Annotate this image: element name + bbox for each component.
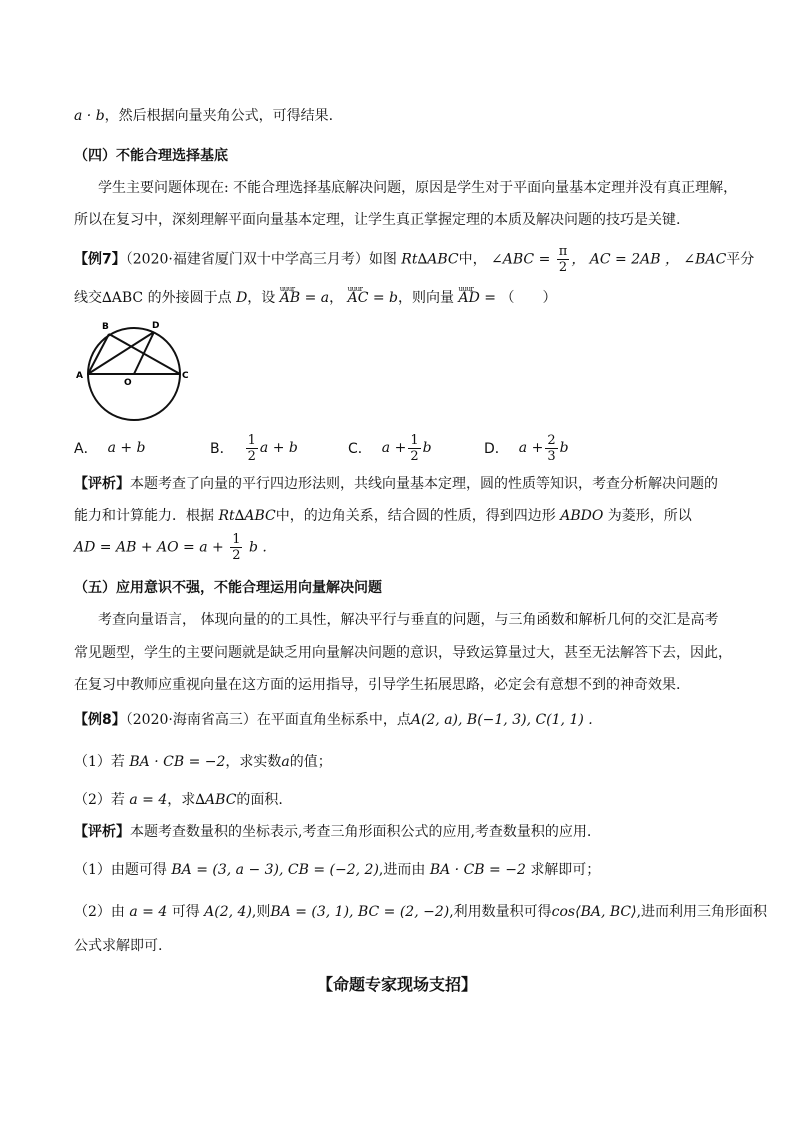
q2-post: ，求 [167,792,196,808]
label-a: A [76,371,83,381]
q2-math: a = 4 [129,792,168,808]
choice-d[interactable] [484,428,569,468]
analysis8-p2 [74,902,768,922]
frac-den: 2 [410,448,419,464]
frac-num: 2 [547,432,556,448]
p1-mid: ,进而由 [378,862,426,878]
analysis7-post: 中，的边角关系，结合圆的性质，得到四边形 [275,508,556,524]
p2-point: A(2, 4) [204,904,252,920]
example8-points: A(2, a), B(−1, 3), C(1, 1) . [410,712,593,728]
label-o: O [124,378,132,388]
example7-line2-text: 线交∆ABC 的外接圆于点 [74,290,232,306]
analysis8-tag: 【评析】 [74,824,130,840]
para4-line1: 学生主要问题体现在: 不能合理选择基底解决问题，原因是学生对于平面向量基本定理并没有真正理解， [98,180,738,196]
p2-cos: cos⟨BA, BC⟩ [551,904,637,920]
analysis7-text1: 本题考查了向量的平行四边形法则，共线向量基本定理，圆的性质等知识，考查分析解决问题的 [130,476,718,492]
eq-a: = a [304,290,330,306]
p1-math2: BA · CB = −2 [429,862,526,878]
frac-num: 1 [410,432,419,448]
dot-product-expr: a · b [74,108,105,124]
analysis7-end: 为菱形，所以 [607,508,692,524]
example7-set: ，设 [247,290,276,306]
example7-line1 [74,244,755,275]
choice-d-frac [545,433,557,464]
example7-line2: 线交∆ABC 的外接圆于点 D，设 uuur AB = a， uuur AC = b，则向量 uuur AD = （ ） [74,288,724,308]
choice-b[interactable] [210,428,298,468]
analysis7-quad: ABDO [560,508,604,524]
label-c: C [182,371,189,381]
p2-vectors: BA = (3, 1), BC = (2, −2) [270,904,450,920]
analysis7-line2 [74,506,724,526]
analysis7-vector-end: b . [248,539,267,556]
analysis8-line1 [74,822,724,842]
choice-c-post: b [422,440,432,456]
continuation-line [74,106,724,126]
choice-c-frac [408,433,420,464]
example8-q1 [74,752,724,772]
eq-b: = b [372,290,399,306]
choice-a[interactable] [74,428,146,468]
q1-end: 的值； [289,754,332,770]
choice-b-label: B． [210,441,234,457]
q2-tri: ∆ABC [195,792,237,808]
choice-a-label: A． [74,441,98,457]
condition-text: ， AC = 2AB ， ∠BAC [571,251,727,268]
analysis7-vector-eq: AD = AB + AO = a + [74,539,229,556]
choice-d-label: D． [484,441,509,457]
continuation-text: ，然后根据向量夹角公式，可得结果. [104,108,334,124]
point-d: D [236,290,248,306]
frac-den: 3 [547,448,556,464]
example7-tail: 平分 [726,251,755,268]
para5-line3: 在复习中教师应重视向量在这方面的运用指导，引导学生拓展思路，必定会有意想不到的神奇效果. [74,677,681,693]
choice-d-post: b [559,440,569,456]
p2-use: ,利用数量积可得 [449,904,552,920]
p2-pre: （2）由 [74,904,125,920]
example7-source: （2020·福建省厦门双十中学高三月考）如图 [125,251,397,268]
analysis7-line1 [74,474,724,494]
analysis7-pre: 能力和计算能力．根据 [74,508,214,524]
para5-line2: 常见题型，学生的主要问题就是缺乏用向量解决问题的意识，导致运算量过大，甚至无法解答下去，因此， [74,645,732,661]
p2-mid: 可得 [171,904,200,920]
analysis7-frac [230,532,242,563]
p1-math: BA = (3, a − 3), CB = (−2, 2) [171,862,379,878]
q1-pre: （1）若 [74,754,125,770]
angle-abc: ∠ABC = [491,251,551,268]
section-4-title: （四）不能合理选择基底 [74,148,228,164]
choice-c-pre: a + [381,440,407,456]
label-b: B [102,322,109,332]
analysis8-p2-line2: 公式求解即可. [74,938,163,954]
expert-tips-heading: 【命题专家现场支招】 [316,975,477,994]
q1-math: BA · CB = −2 [129,754,226,770]
vector-ad: uuur AD [458,288,479,308]
example8-tag: 【例8】 [74,712,126,728]
choice-b-expr: a + b [259,440,298,456]
analysis8-p1 [74,860,724,880]
para4-line2: 所以在复习中，深刻理解平面向量基本定理，让学生真正掌握定理的本质及解决问题的技巧是关键. [74,212,681,228]
pi-over-2 [557,244,570,275]
label-d: D [152,321,160,331]
choice-d-pre: a + [518,440,544,456]
p2-math: a = 4 [129,904,168,920]
circle-figure [74,318,194,428]
vector-ab: uuur AB [280,288,300,308]
choice-a-expr: a + b [107,440,146,456]
frac-num: 1 [232,532,241,547]
frac-den: 2 [558,260,568,275]
example8-line [74,710,724,730]
choice-c[interactable] [348,428,432,468]
example7-tag: 【例7】 [74,251,126,268]
triangle-name: Rt∆ABC [401,251,459,268]
para5-line1: 考查向量语言， 体现向量的的工具性，解决平行与垂直的问题，与三角函数和解析几何的交汇是高考 [98,612,719,628]
vector-ac: uuur AC [348,288,369,308]
section-5-title: （五）应用意识不强，不能合理运用向量解决问题 [74,580,382,596]
q1-var: a [281,754,290,770]
p2-end: ,进而利用三角形面积 [636,904,768,920]
analysis8-text1: 本题考查数量积的坐标表示,考查三角形面积公式的应用,考查数量积的应用. [130,824,592,840]
frac-den: 2 [232,548,241,563]
analysis7-tri: Rt∆ABC [218,508,276,524]
q2-end: 的面积. [236,792,283,808]
example8-text: （2020·海南省高三）在平面直角坐标系中，点 [125,712,411,728]
q1-post: ，求实数 [225,754,282,770]
choice-c-label: C． [348,441,372,457]
analysis7-line3 [74,532,724,563]
frac-num: 1 [247,432,256,448]
choice-b-frac [246,433,258,464]
answer-blank: = （ ） [484,290,557,306]
p1-end: 求解即可； [530,862,601,878]
example7-mid: 中， [458,251,487,268]
q2-pre: （2）若 [74,792,125,808]
example7-ask: ，则向量 [398,290,455,306]
analysis7-tag: 【评析】 [74,476,130,492]
p2-then: ,则 [251,904,271,920]
frac-den: 2 [247,448,256,464]
example8-q2 [74,790,724,810]
frac-num: π [558,244,568,259]
p1-pre: （1）由题可得 [74,862,167,878]
